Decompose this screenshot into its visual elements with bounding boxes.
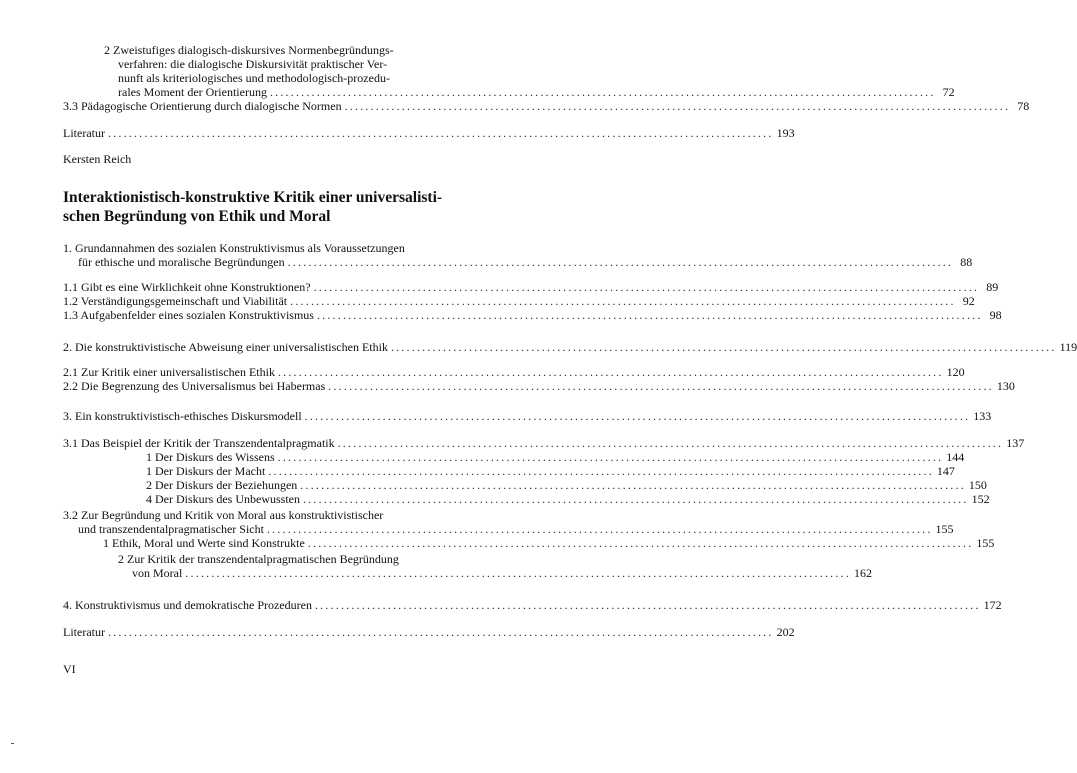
- toc-entry-line: 2 Zweistufiges dialogisch-diskursives Normenbegründungs-: [104, 43, 394, 57]
- toc-entry-title: für ethische und moralische Begründungen: [78, 255, 285, 269]
- toc-entry-page: 137: [1006, 436, 1025, 450]
- toc-entry-page: 172: [983, 598, 1002, 612]
- toc-entry-page: 162: [853, 566, 872, 580]
- toc-entry: [103, 536, 995, 550]
- toc-entry: [78, 522, 954, 536]
- toc-entry-line: 1. Grundannahmen des sozialen Konstruktivismus als Voraussetzungen: [63, 241, 405, 255]
- toc-entry-title: 2 Der Diskurs der Beziehungen: [146, 478, 298, 492]
- leader-dots: ................................................................................................................................: [266, 522, 933, 536]
- toc-entry: [63, 280, 999, 294]
- toc-entry: [63, 294, 975, 308]
- toc-entry-page: 144: [946, 450, 965, 464]
- toc-entry-page: 152: [971, 492, 990, 506]
- toc-entry-line: nunft als kriteriologisches und methodologisch-prozedu-: [118, 71, 390, 85]
- leader-dots: ................................................................................................................................: [300, 478, 966, 492]
- chapter-title-line: schen Begründung von Ethik und Moral: [63, 208, 331, 225]
- leader-dots: ................................................................................................................................: [314, 598, 981, 612]
- leader-dots: ................................................................................................................................: [107, 625, 774, 639]
- toc-entry: [146, 464, 955, 478]
- toc-entry-page: 72: [942, 85, 955, 99]
- toc-entry-title: 1.2 Verständigungsgemeinschaft und Viabilität: [63, 294, 288, 308]
- chapter-title-line: Interaktionistisch-konstruktive Kritik einer universalisti-: [63, 189, 443, 206]
- leader-dots: ................................................................................................................................: [290, 294, 956, 308]
- toc-entry: [63, 340, 1077, 354]
- toc-entry: [63, 598, 1002, 612]
- toc-entry-title: 4. Konstruktivismus und demokratische Prozeduren: [63, 598, 312, 612]
- scan-mark: [11, 743, 14, 744]
- leader-dots: ................................................................................................................................: [107, 126, 774, 140]
- toc-entry: [146, 450, 965, 464]
- toc-entry: [63, 409, 992, 423]
- toc-entry-page: 88: [960, 255, 973, 269]
- toc-entry-title: 1.3 Aufgabenfelder eines sozialen Konstruktivismus: [63, 308, 314, 322]
- toc-entry: [63, 436, 1025, 450]
- toc-entry-page: 89: [986, 280, 999, 294]
- toc-entry: [63, 99, 1030, 113]
- toc-entry: [146, 478, 987, 492]
- leader-dots: ................................................................................................................................: [268, 464, 934, 478]
- toc-entry-page: 202: [776, 625, 795, 639]
- toc-entry-literature: [63, 126, 795, 140]
- toc-entry: [146, 492, 990, 506]
- toc-entry-line: 3.2 Zur Begründung und Kritik von Moral aus konstruktivistischer: [63, 508, 384, 522]
- leader-dots: ................................................................................................................................: [337, 436, 1004, 450]
- toc-entry-title: 3. Ein konstruktivistisch-ethisches Diskursmodell: [63, 409, 302, 423]
- leader-dots: ................................................................................................................................: [302, 492, 969, 506]
- toc-entry-title: 2.1 Zur Kritik einer universalistischen Ethik: [63, 365, 275, 379]
- leader-dots: ................................................................................................................................: [344, 99, 1011, 113]
- page-number: VI: [63, 662, 76, 676]
- toc-entry-title: Literatur: [63, 126, 105, 140]
- toc-entry-title: 2. Die konstruktivistische Abweisung einer universalistischen Ethik: [63, 340, 388, 354]
- author-name: Kersten Reich: [63, 152, 132, 166]
- toc-entry-line: 2 Zur Kritik der transzendentalpragmatischen Begründung: [118, 552, 399, 566]
- toc-entry-title: 3.1 Das Beispiel der Kritik der Transzendentalpragmatik: [63, 436, 335, 450]
- toc-entry-literature: [63, 625, 795, 639]
- toc-entry-page: 147: [936, 464, 955, 478]
- toc-entry: [132, 566, 872, 580]
- toc-entry-page: 150: [968, 478, 987, 492]
- toc-entry: [118, 85, 955, 99]
- toc-entry-title: rales Moment der Orientierung: [118, 85, 267, 99]
- toc-entry-page: 120: [946, 365, 965, 379]
- leader-dots: ................................................................................................................................: [313, 280, 980, 294]
- toc-entry-title: Literatur: [63, 625, 105, 639]
- toc-entry-title: 2.2 Die Begrenzung des Universalismus bei Habermas: [63, 379, 326, 393]
- toc-entry-page: 78: [1017, 99, 1030, 113]
- toc-entry: [63, 379, 1015, 393]
- toc-entry-title: 1 Der Diskurs des Wissens: [146, 450, 275, 464]
- leader-dots: ................................................................................................................................: [328, 379, 994, 393]
- toc-entry-title: und transzendentalpragmatischer Sicht: [78, 522, 264, 536]
- toc-entry-page: 119: [1059, 340, 1077, 354]
- toc-entry-page: 98: [989, 308, 1002, 322]
- toc-entry-line: verfahren: die dialogische Diskursivität praktischer Ver-: [118, 57, 388, 71]
- toc-entry: [78, 255, 973, 269]
- toc-entry-title: 1.1 Gibt es eine Wirklichkeit ohne Konstruktionen?: [63, 280, 311, 294]
- leader-dots: ................................................................................................................................: [287, 255, 954, 269]
- leader-dots: ................................................................................................................................: [269, 85, 936, 99]
- toc-entry-page: 155: [935, 522, 954, 536]
- leader-dots: ................................................................................................................................: [316, 308, 983, 322]
- toc-entry: [63, 365, 965, 379]
- leader-dots: ................................................................................................................................: [185, 566, 851, 580]
- leader-dots: ................................................................................................................................: [277, 365, 944, 379]
- toc-entry-page: 133: [973, 409, 992, 423]
- toc-entry-page: 130: [996, 379, 1015, 393]
- toc-entry-title: 1 Der Diskurs der Macht: [146, 464, 266, 478]
- toc-entry-title: 1 Ethik, Moral und Werte sind Konstrukte: [103, 536, 305, 550]
- toc-entry: [63, 308, 1002, 322]
- toc-entry-page: 92: [962, 294, 975, 308]
- toc-entry-title: 4 Der Diskurs des Unbewussten: [146, 492, 300, 506]
- toc-entry-page: 155: [976, 536, 995, 550]
- leader-dots: ................................................................................................................................: [277, 450, 944, 464]
- toc-entry-title: 3.3 Pädagogische Orientierung durch dialogische Normen: [63, 99, 342, 113]
- leader-dots: ................................................................................................................................: [390, 340, 1057, 354]
- toc-entry-page: 193: [776, 126, 795, 140]
- toc-entry-title: von Moral: [132, 566, 183, 580]
- leader-dots: ................................................................................................................................: [307, 536, 974, 550]
- leader-dots: ................................................................................................................................: [304, 409, 971, 423]
